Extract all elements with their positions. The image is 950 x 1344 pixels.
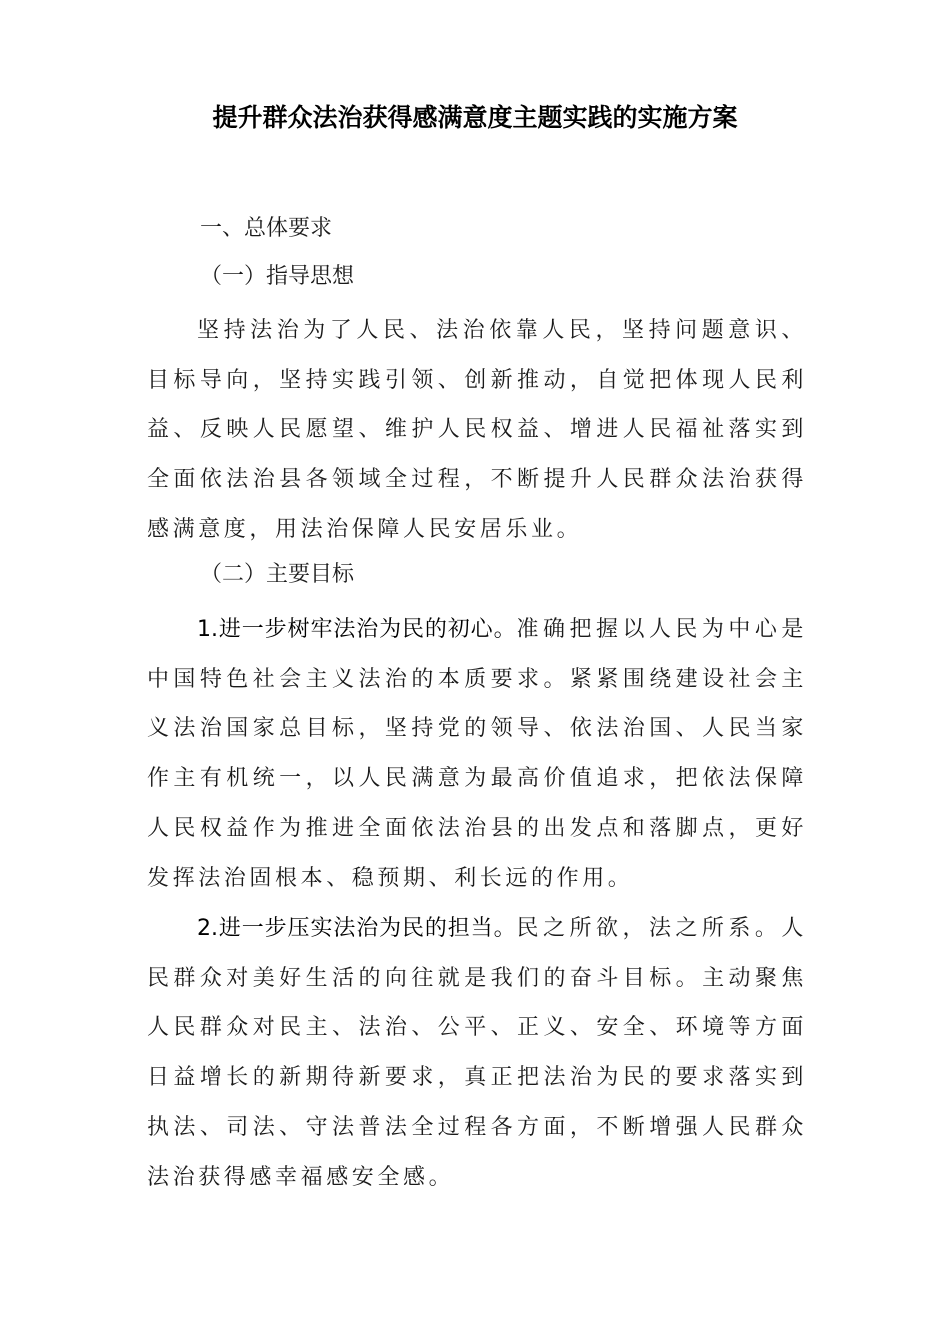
paragraph-text: 坚持法治为了人民、法治依靠人民，坚持问题意识、目标导向，坚持实践引领、创新推动，自觉把体现人民利益、反映人民愿望、维护人民权益、增进人民福祉落实到全面依法治县各领域全过程，不断提升人民群众法治获得感满意度，用法治保障人民安居乐业。 [147, 318, 807, 542]
goal-item-2 [147, 904, 807, 1202]
goal-item-1 [147, 605, 807, 903]
subsection-heading-guiding-ideology: （一）指导思想 [200, 264, 355, 289]
guiding-ideology-paragraph [147, 306, 807, 555]
goal-item-body: 准确把握以人民为中心是中国特色社会主义法治的本质要求。紧紧围绕建设社会主义法治国家总目标，坚持党的领导、依法治国、人民当家作主有机统一，以人民满意为最高价值追求，把依法保障人民权益作为推进全面依法治县的出发点和落脚点，更好发挥法治固根本、稳预期、利长远的作用。 [147, 617, 807, 891]
document-title: 提升群众法治获得感满意度主题实践的实施方案 [212, 103, 738, 132]
section-heading-overall-requirements: 一、总体要求 [200, 216, 333, 241]
goal-item-lead: 2.进一步压实法治为民的担当。 [197, 916, 517, 941]
subsection-heading-main-goals: （二）主要目标 [200, 562, 355, 587]
goal-item-body: 民之所欲，法之所系。人民群众对美好生活的向往就是我们的奋斗目标。主动聚焦人民群众对民主、法治、公平、正义、安全、环境等方面日益增长的新期待新要求，真正把法治为民的要求落实到执法、司法、守法普法全过程各方面，不断增强人民群众法治获得感幸福感安全感。 [147, 916, 807, 1190]
goal-item-lead: 1.进一步树牢法治为民的初心。 [197, 617, 517, 642]
